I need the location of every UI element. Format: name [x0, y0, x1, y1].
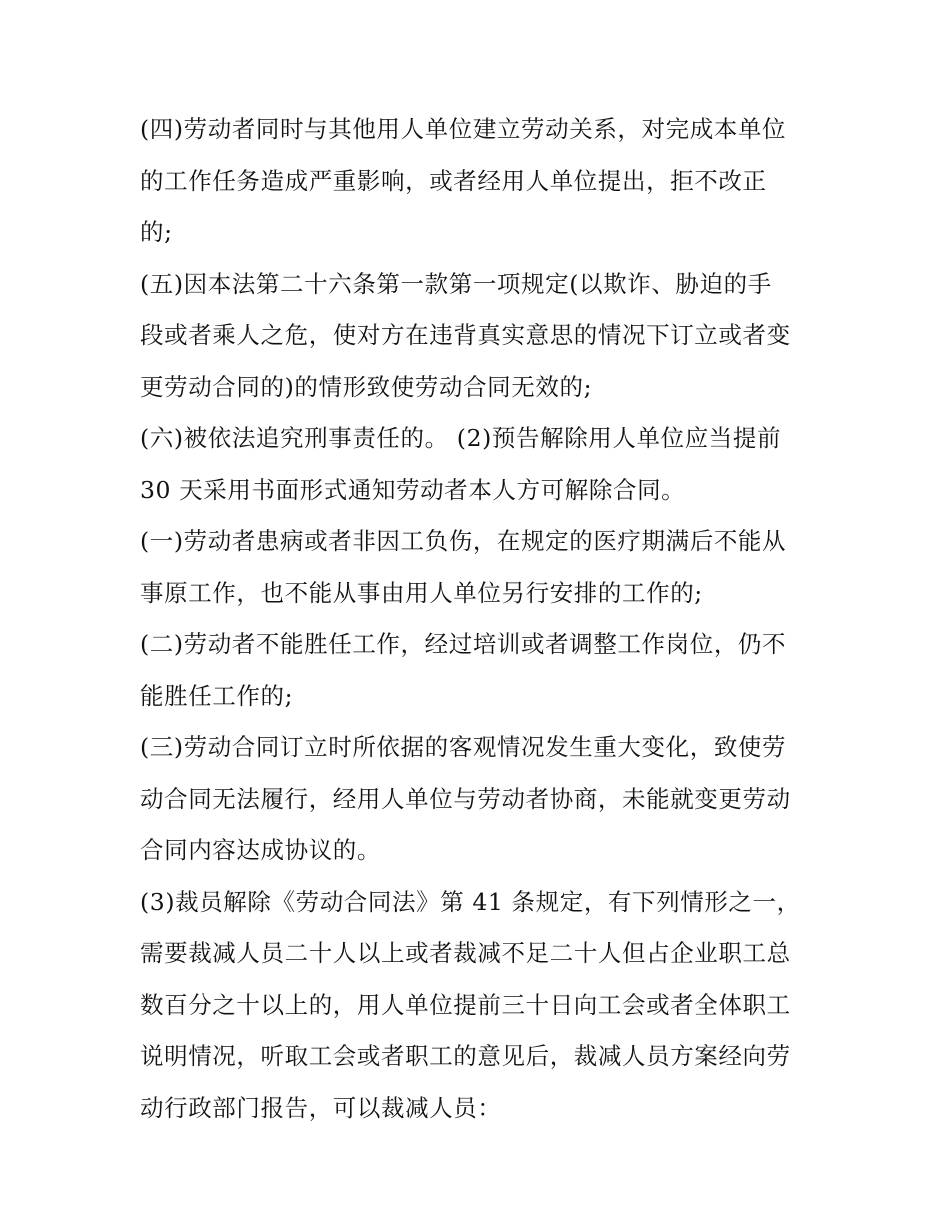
text-line: 的工作任务造成严重影响，或者经用人单位提出，拒不改正 [140, 166, 767, 195]
text-line: 能胜任工作的; [140, 681, 294, 710]
text-line: 段或者乘人之危，使对方在违背真实意思的情况下订立或者变 [140, 321, 791, 349]
text-line: (一)劳动者患病或者非因工负伤，在规定的医疗期满后不能从 [140, 527, 787, 555]
text-line: 动行政部门报告，可以裁减人员： [140, 1093, 502, 1122]
text-line: 30 天采用书面形式通知劳动者本人方可解除合同。 [140, 475, 686, 504]
text-line: (3)裁员解除《劳动合同法》第 41 条规定，有下列情形之一， [140, 887, 801, 916]
text-line: (六)被依法追究刑事责任的。 (2)预告解除用人单位应当提前 [140, 424, 782, 452]
text-line: (五)因本法第二十六条第一款第一项规定(以欺诈、胁迫的手 [140, 269, 772, 298]
text-line: 的; [140, 218, 173, 246]
text-line: 事原工作，也不能从事由用人单位另行安排的工作的; [140, 578, 703, 607]
text-line: (二)劳动者不能胜任工作，经过培训或者调整工作岗位，仍不 [140, 630, 787, 658]
text-line: (三)劳动合同订立时所依据的客观情况发生重大变化，致使劳 [140, 733, 787, 761]
text-line: 合同内容达成协议的。 [140, 836, 381, 864]
text-line: 需要裁减人员二十人以上或者裁减不足二十人但占企业职工总 [140, 939, 791, 967]
text-line: 说明情况，听取工会或者职工的意见后，裁减人员方案经向劳 [140, 1042, 791, 1070]
text-line: 动合同无法履行，经用人单位与劳动者协商，未能就变更劳动 [140, 784, 791, 813]
text-line: (四)劳动者同时与其他用人单位建立劳动关系，对完成本单位 [140, 115, 787, 143]
text-line: 数百分之十以上的，用人单位提前三十日向工会或者全体职工 [140, 990, 791, 1019]
text-line: 更劳动合同的)的情形致使劳动合同无效的; [140, 372, 593, 401]
document-body [140, 104, 820, 1134]
